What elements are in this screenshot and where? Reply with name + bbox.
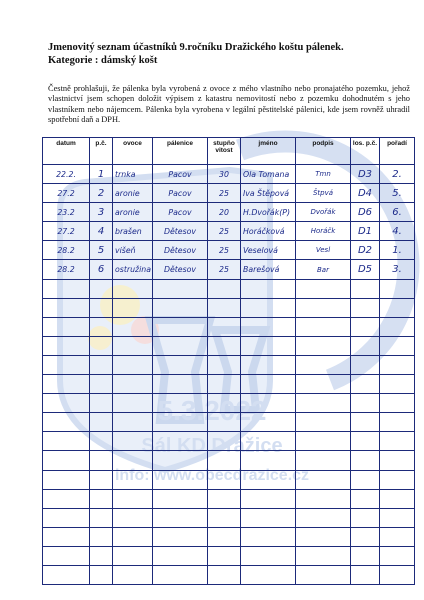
empty-cell: [43, 317, 90, 336]
empty-cell: [208, 546, 241, 565]
cell-stupnovitost: 25: [208, 241, 241, 260]
empty-cell: [241, 451, 296, 470]
empty-cell: [153, 432, 208, 451]
cell-los: D5: [351, 260, 380, 279]
empty-cell: [43, 527, 90, 546]
col-header-jmeno: jméno: [241, 138, 296, 165]
empty-cell: [241, 355, 296, 374]
empty-cell: [90, 470, 113, 489]
cell-ovoce: trnka: [113, 165, 153, 184]
cell-stupnovitost: 25: [208, 222, 241, 241]
empty-cell: [113, 394, 153, 413]
empty-cell: [380, 565, 415, 584]
empty-table-row: [43, 375, 415, 394]
empty-cell: [90, 527, 113, 546]
empty-cell: [296, 565, 351, 584]
cell-podpis: Dvořák: [296, 203, 351, 222]
empty-cell: [43, 489, 90, 508]
cell-pc: 3: [90, 203, 113, 222]
empty-cell: [241, 375, 296, 394]
empty-cell: [90, 355, 113, 374]
empty-cell: [208, 298, 241, 317]
cell-datum: 27.2: [43, 184, 90, 203]
empty-table-row: [43, 336, 415, 355]
empty-cell: [296, 355, 351, 374]
empty-cell: [208, 489, 241, 508]
cell-poradi: 1.: [380, 241, 415, 260]
empty-cell: [296, 451, 351, 470]
cell-los: D3: [351, 165, 380, 184]
empty-cell: [90, 394, 113, 413]
empty-cell: [241, 298, 296, 317]
cell-los: D2: [351, 241, 380, 260]
empty-cell: [153, 489, 208, 508]
empty-cell: [380, 470, 415, 489]
cell-stupnovitost: 20: [208, 203, 241, 222]
cell-ovoce: aronie: [113, 184, 153, 203]
empty-cell: [351, 317, 380, 336]
cell-jmeno: H.Dvořák(P): [241, 203, 296, 222]
empty-cell: [380, 508, 415, 527]
cell-podpis: Štpvá: [296, 184, 351, 203]
empty-cell: [241, 527, 296, 546]
empty-cell: [153, 451, 208, 470]
empty-cell: [153, 413, 208, 432]
cell-palenice: Dětesov: [153, 222, 208, 241]
empty-cell: [241, 279, 296, 298]
cell-jmeno: Veselová: [241, 241, 296, 260]
empty-cell: [241, 565, 296, 584]
empty-cell: [351, 336, 380, 355]
empty-cell: [351, 279, 380, 298]
table-row: [43, 184, 415, 203]
empty-cell: [208, 413, 241, 432]
empty-cell: [153, 565, 208, 584]
empty-cell: [296, 508, 351, 527]
empty-cell: [43, 508, 90, 527]
cell-stupnovitost: 25: [208, 260, 241, 279]
empty-cell: [153, 279, 208, 298]
document-title: [48, 41, 408, 67]
empty-cell: [90, 317, 113, 336]
empty-cell: [241, 470, 296, 489]
table-row: [43, 222, 415, 241]
empty-cell: [113, 317, 153, 336]
title-line-2: Kategorie : dámský košt: [48, 55, 158, 66]
empty-table-row: [43, 432, 415, 451]
empty-cell: [43, 355, 90, 374]
cell-podpis: Tmn: [296, 165, 351, 184]
cell-jmeno: Ola Tomana: [241, 165, 296, 184]
cell-los: D1: [351, 222, 380, 241]
empty-cell: [380, 394, 415, 413]
empty-cell: [113, 432, 153, 451]
empty-cell: [153, 336, 208, 355]
empty-cell: [351, 546, 380, 565]
table-row: [43, 260, 415, 279]
cell-datum: 28.2: [43, 260, 90, 279]
empty-cell: [208, 508, 241, 527]
empty-cell: [380, 489, 415, 508]
empty-cell: [43, 279, 90, 298]
table-header-row: [43, 138, 415, 165]
empty-cell: [90, 336, 113, 355]
empty-cell: [90, 508, 113, 527]
empty-cell: [380, 527, 415, 546]
cell-datum: 28.2: [43, 241, 90, 260]
cell-pc: 4: [90, 222, 113, 241]
empty-cell: [296, 279, 351, 298]
cell-palenice: Pacov: [153, 184, 208, 203]
empty-cell: [113, 355, 153, 374]
empty-cell: [208, 470, 241, 489]
cell-poradi: 5.: [380, 184, 415, 203]
empty-cell: [43, 432, 90, 451]
empty-cell: [90, 546, 113, 565]
empty-table-row: [43, 470, 415, 489]
empty-cell: [113, 375, 153, 394]
watermark-web: info: www.obecdrazice.cz: [114, 467, 310, 484]
col-header-poradi: pořadí: [380, 138, 415, 165]
empty-cell: [90, 413, 113, 432]
participants-table: [42, 137, 415, 585]
cell-ovoce: aronie: [113, 203, 153, 222]
empty-cell: [90, 432, 113, 451]
col-header-stupnovitost: stupňo vitost: [208, 138, 241, 165]
empty-cell: [208, 565, 241, 584]
cell-ovoce: brašen: [113, 222, 153, 241]
empty-cell: [153, 355, 208, 374]
table-row: [43, 165, 415, 184]
empty-cell: [90, 375, 113, 394]
empty-table-row: [43, 317, 415, 336]
empty-cell: [208, 432, 241, 451]
empty-cell: [380, 546, 415, 565]
empty-cell: [90, 451, 113, 470]
empty-table-row: [43, 489, 415, 508]
col-header-ovoce: ovoce: [113, 138, 153, 165]
empty-cell: [153, 375, 208, 394]
empty-cell: [296, 336, 351, 355]
cell-palenice: Dětesov: [153, 260, 208, 279]
empty-cell: [241, 394, 296, 413]
empty-table-row: [43, 298, 415, 317]
cell-stupnovitost: 30: [208, 165, 241, 184]
col-header-podpis: podpis: [296, 138, 351, 165]
empty-cell: [380, 279, 415, 298]
empty-cell: [90, 279, 113, 298]
empty-cell: [43, 470, 90, 489]
empty-cell: [153, 546, 208, 565]
empty-cell: [208, 394, 241, 413]
empty-cell: [351, 527, 380, 546]
cell-podpis: Bar: [296, 260, 351, 279]
col-header-los: los. p.č.: [351, 138, 380, 165]
cell-pc: 6: [90, 260, 113, 279]
empty-cell: [241, 489, 296, 508]
empty-cell: [296, 489, 351, 508]
empty-cell: [351, 432, 380, 451]
empty-table-row: [43, 527, 415, 546]
cell-stupnovitost: 25: [208, 184, 241, 203]
empty-cell: [43, 546, 90, 565]
empty-table-row: [43, 279, 415, 298]
empty-cell: [380, 317, 415, 336]
empty-cell: [153, 394, 208, 413]
empty-cell: [208, 279, 241, 298]
empty-cell: [351, 489, 380, 508]
empty-cell: [90, 298, 113, 317]
cell-datum: 23.2: [43, 203, 90, 222]
empty-table-row: [43, 508, 415, 527]
empty-cell: [296, 432, 351, 451]
empty-cell: [241, 508, 296, 527]
empty-cell: [241, 317, 296, 336]
cell-poradi: 3.: [380, 260, 415, 279]
empty-cell: [90, 489, 113, 508]
empty-table-row: [43, 355, 415, 374]
cell-jmeno: Horáčková: [241, 222, 296, 241]
empty-cell: [208, 451, 241, 470]
empty-cell: [241, 546, 296, 565]
empty-cell: [113, 527, 153, 546]
empty-cell: [351, 565, 380, 584]
watermark-venue: Sál KD Dražice: [141, 435, 283, 457]
cell-jmeno: Iva Štěpová: [241, 184, 296, 203]
empty-cell: [351, 375, 380, 394]
watermark-date: 5.3.2022: [157, 395, 267, 426]
empty-cell: [113, 298, 153, 317]
empty-cell: [380, 298, 415, 317]
empty-cell: [241, 336, 296, 355]
empty-cell: [208, 375, 241, 394]
empty-cell: [208, 336, 241, 355]
cell-poradi: 6.: [380, 203, 415, 222]
empty-cell: [296, 413, 351, 432]
empty-cell: [380, 451, 415, 470]
cell-los: D6: [351, 203, 380, 222]
empty-cell: [296, 298, 351, 317]
empty-cell: [113, 336, 153, 355]
cell-palenice: Pacov: [153, 203, 208, 222]
empty-cell: [296, 527, 351, 546]
empty-cell: [380, 432, 415, 451]
declaration-text: Čestně prohlašuji, že pálenka byla vyrobená z ovoce z mého vlastního nebo pronajatého pozemku, jehož vlastnictví jsem schopen doložit výpisem z katastru nemovitostí nebo z pozemku dohodnutém s jeho vlastníkem nebo nájemcem. Pálenka byla vyrobena v legální pěstitelské pálenici, kde jsem rovněž uhradil spotřební daň a DPH.: [48, 84, 410, 125]
col-header-pc: p.č.: [90, 138, 113, 165]
empty-table-row: [43, 413, 415, 432]
cell-los: D4: [351, 184, 380, 203]
empty-cell: [113, 279, 153, 298]
empty-cell: [380, 375, 415, 394]
empty-cell: [113, 413, 153, 432]
empty-table-row: [43, 394, 415, 413]
empty-cell: [351, 298, 380, 317]
cell-pc: 2: [90, 184, 113, 203]
title-line-1: Jmenovitý seznam účastníků 9.ročníku Dražického koštu pálenek.: [48, 42, 344, 53]
empty-cell: [113, 508, 153, 527]
empty-cell: [351, 355, 380, 374]
empty-cell: [208, 317, 241, 336]
empty-cell: [43, 413, 90, 432]
empty-cell: [296, 375, 351, 394]
empty-cell: [351, 451, 380, 470]
cell-podpis: Vesl: [296, 241, 351, 260]
empty-cell: [380, 355, 415, 374]
cell-pc: 1: [90, 165, 113, 184]
empty-cell: [380, 336, 415, 355]
empty-cell: [153, 298, 208, 317]
empty-table-row: [43, 565, 415, 584]
cell-palenice: Pacov: [153, 165, 208, 184]
col-header-datum: datum: [43, 138, 90, 165]
cell-poradi: 2.: [380, 165, 415, 184]
empty-table-row: [43, 451, 415, 470]
cell-pc: 5: [90, 241, 113, 260]
empty-cell: [153, 470, 208, 489]
empty-cell: [296, 546, 351, 565]
cell-palenice: Dětesov: [153, 241, 208, 260]
empty-cell: [43, 336, 90, 355]
empty-cell: [153, 317, 208, 336]
empty-cell: [113, 546, 153, 565]
empty-cell: [296, 470, 351, 489]
table-row: [43, 203, 415, 222]
empty-cell: [153, 508, 208, 527]
empty-cell: [208, 355, 241, 374]
table-row: [43, 241, 415, 260]
empty-cell: [113, 489, 153, 508]
cell-ovoce: ostružina: [113, 260, 153, 279]
empty-table-row: [43, 546, 415, 565]
empty-cell: [90, 565, 113, 584]
empty-cell: [43, 394, 90, 413]
empty-cell: [113, 565, 153, 584]
empty-cell: [113, 451, 153, 470]
empty-cell: [113, 470, 153, 489]
empty-cell: [351, 394, 380, 413]
empty-cell: [296, 394, 351, 413]
cell-podpis: Horáčk: [296, 222, 351, 241]
empty-cell: [351, 508, 380, 527]
empty-cell: [241, 432, 296, 451]
cell-ovoce: višeň: [113, 241, 153, 260]
empty-cell: [43, 298, 90, 317]
empty-cell: [43, 565, 90, 584]
empty-cell: [380, 413, 415, 432]
empty-cell: [296, 317, 351, 336]
empty-cell: [43, 375, 90, 394]
empty-cell: [43, 451, 90, 470]
cell-datum: 22.2.: [43, 165, 90, 184]
empty-cell: [241, 413, 296, 432]
cell-datum: 27.2: [43, 222, 90, 241]
empty-cell: [351, 470, 380, 489]
empty-cell: [153, 527, 208, 546]
col-header-palenice: pálenice: [153, 138, 208, 165]
cell-jmeno: Barešová: [241, 260, 296, 279]
empty-cell: [351, 413, 380, 432]
empty-cell: [208, 527, 241, 546]
cell-poradi: 4.: [380, 222, 415, 241]
